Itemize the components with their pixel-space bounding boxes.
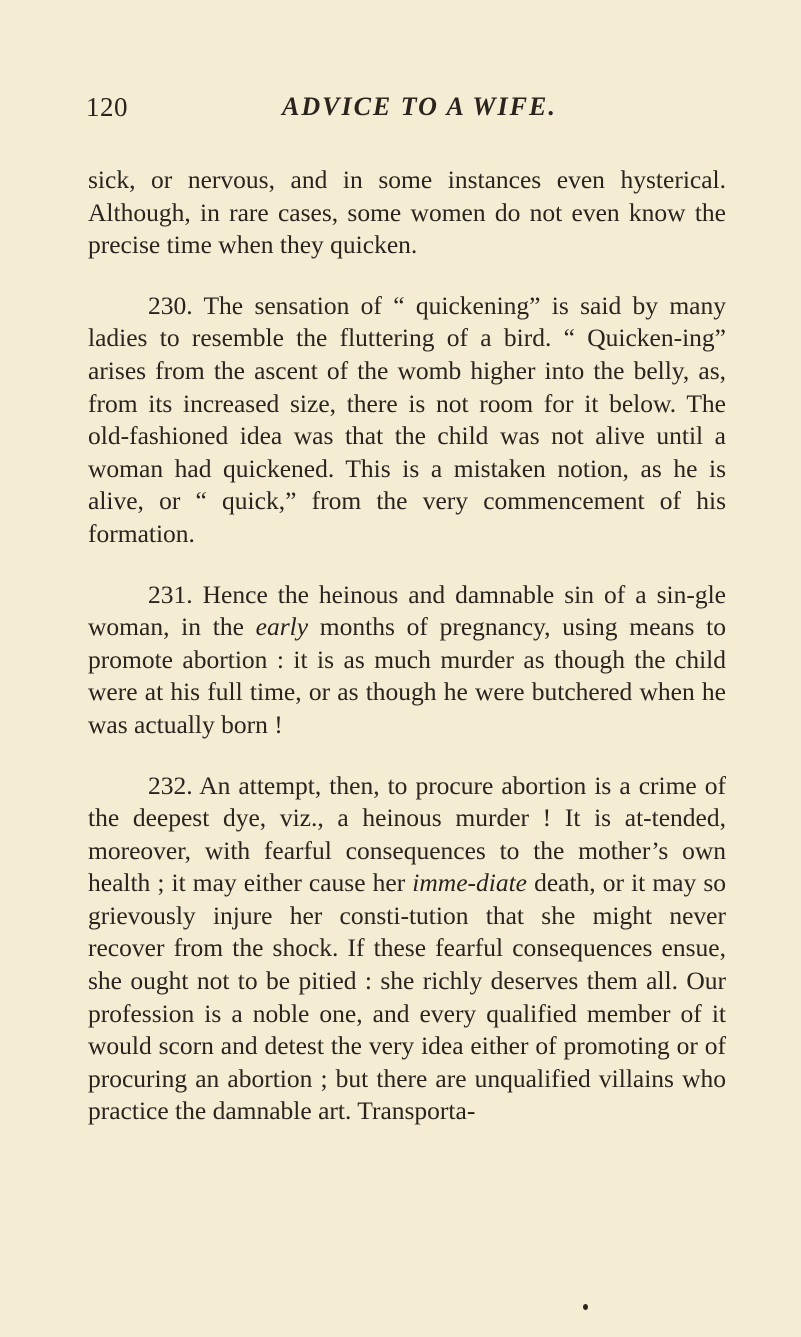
paragraph-231-part-2: months of pregnancy, using means to promote abortion : it is as much murder as though the child were at his full time, or as though he were butchered when he was actually born ! bbox=[88, 612, 726, 739]
paragraph-231-part-1: 231. Hence the heinous and damnable sin of a sin-gle woman, in the bbox=[88, 579, 726, 642]
page-header bbox=[86, 92, 731, 132]
page-number: 120 bbox=[86, 92, 128, 122]
paragraph-continuation: sick, or nervous, and in some instances even hysterical. Although, in rare cases, some women do not even know the precise time when they quicken. bbox=[88, 165, 726, 260]
paragraph-232 bbox=[88, 770, 726, 1129]
paragraph-232-emphasis: imme-diate bbox=[412, 868, 527, 898]
paragraph-232-part-1: 232. An attempt, then, to procure abortion is a crime of the deepest dye, viz., a heinous murder ! It is at-tended, moreover, with fearful consequences to the mother’s own health ; it may either cause her bbox=[88, 770, 726, 898]
paragraph-232-part-2: death, or it may so grievously injure her consti-tution that she might never recover from the shock. If these fearful consequences ensue, she ought not to be pitied : she richly deserves them all. Our profession is a noble one, and every qualified member of it would scorn and detest the very idea either of promoting or of procuring an abortion ; but there are unqualified villains who practice the damnable art. Transporta- bbox=[88, 868, 726, 1126]
paragraph-231-emphasis: early bbox=[255, 612, 309, 642]
ink-speck bbox=[583, 1304, 588, 1310]
body-text bbox=[88, 164, 726, 1128]
paragraph-231 bbox=[88, 579, 726, 742]
paragraph-230: 230. The sensation of “ quickening” is said by many ladies to resemble the fluttering of a bird. “ Quicken-ing” arises from the ascent of the womb higher into the belly, as, from its increased size, there is not room for it below. The old-fashioned idea was that the child was not alive until a woman had quickened. This is a mistaken notion, as he is alive, or “ quick,” from the very commencement of his formation. bbox=[88, 290, 726, 548]
running-title: ADVICE TO A WIFE. bbox=[282, 92, 557, 121]
